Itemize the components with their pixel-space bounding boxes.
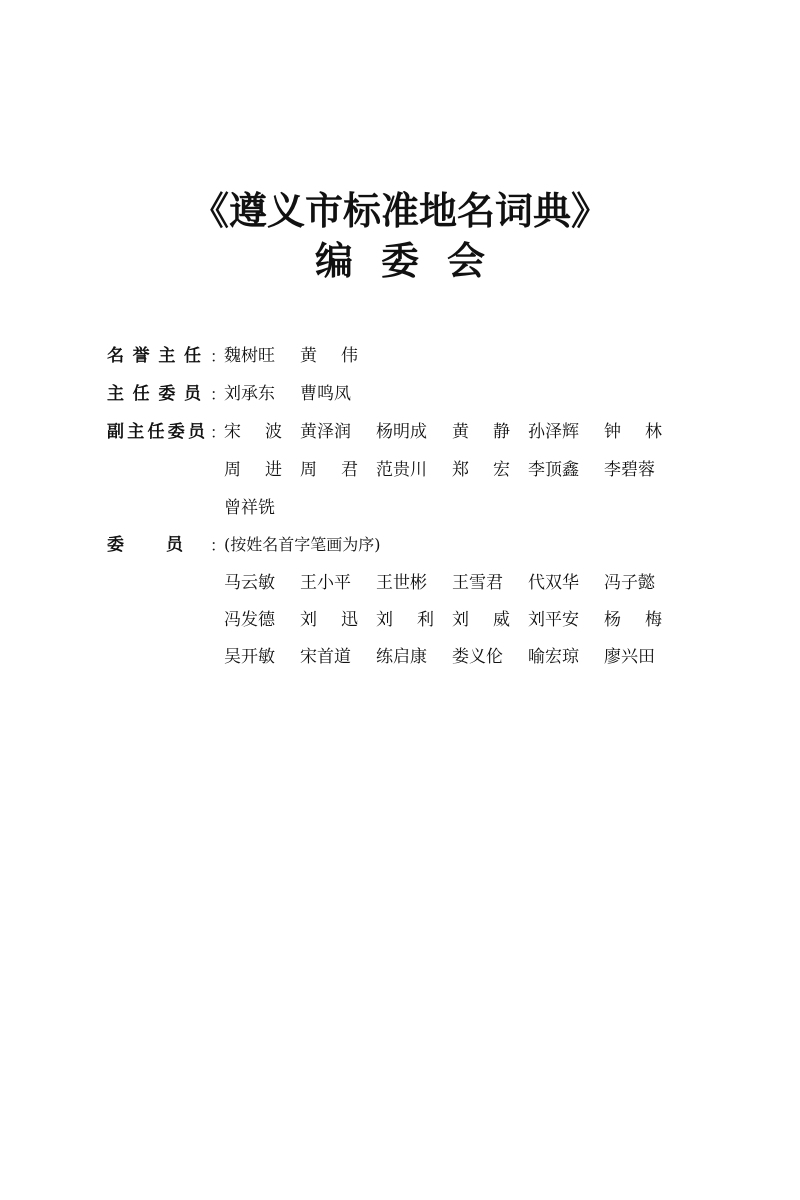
member-name: 郑 宏	[452, 460, 510, 480]
member-name: 刘 威	[452, 610, 510, 630]
member-name: 杨 梅	[604, 610, 662, 630]
committee-heading	[0, 238, 800, 284]
member-name: 李顶鑫	[528, 460, 579, 480]
member-name: 王世彬	[376, 573, 427, 593]
member-name: 刘承东	[224, 384, 275, 404]
member-name: 喻宏琼	[528, 647, 579, 667]
section-label: 委 员 ：	[107, 535, 227, 555]
member-name: 杨明成	[376, 422, 427, 442]
ordering-note: (按姓名首字笔画为序)	[224, 535, 381, 554]
member-name: 李碧蓉	[604, 460, 655, 480]
member-name: 冯子懿	[604, 573, 655, 593]
member-name: 黄 伟	[300, 346, 358, 366]
member-name: 代双华	[528, 573, 579, 593]
committee-heading-char: 会	[447, 238, 486, 283]
member-name: 周 君	[300, 460, 358, 480]
member-name: 练启康	[376, 647, 427, 667]
member-name: 冯发德	[224, 610, 275, 630]
member-name: 魏树旺	[224, 346, 275, 366]
member-name: 宋首道	[300, 647, 351, 667]
book-title: 《遵义市标准地名词典》	[190, 188, 609, 233]
member-name: 钟 林	[604, 422, 662, 442]
member-name: 廖兴田	[604, 647, 655, 667]
member-name: 宋 波	[224, 422, 282, 442]
member-name: 周 进	[224, 460, 282, 480]
member-name: 范贵川	[376, 460, 427, 480]
member-name: 刘 迅	[300, 610, 358, 630]
member-name: 王小平	[300, 573, 351, 593]
member-name: 刘平安	[528, 610, 579, 630]
member-name: 娄义伦	[452, 647, 503, 667]
member-name: 黄泽润	[300, 422, 351, 442]
member-name: 吴开敏	[224, 647, 275, 667]
committee-heading-char: 委	[380, 238, 419, 283]
member-name: 孙泽辉	[528, 422, 579, 442]
member-name: 王雪君	[452, 573, 503, 593]
member-name: 曹鸣凤	[300, 384, 351, 404]
member-name: 马云敏	[224, 573, 275, 593]
section-label: 主 任 委 员 ：	[107, 384, 227, 404]
member-name: 曾祥铣	[224, 498, 275, 518]
section-label: 副 主 任 委 员 ：	[107, 422, 227, 442]
section-label: 名 誉 主 任 ：	[107, 346, 227, 366]
committee-heading-char: 编	[314, 238, 353, 283]
member-name: 黄 静	[452, 422, 510, 442]
member-name: 刘 利	[376, 610, 434, 630]
